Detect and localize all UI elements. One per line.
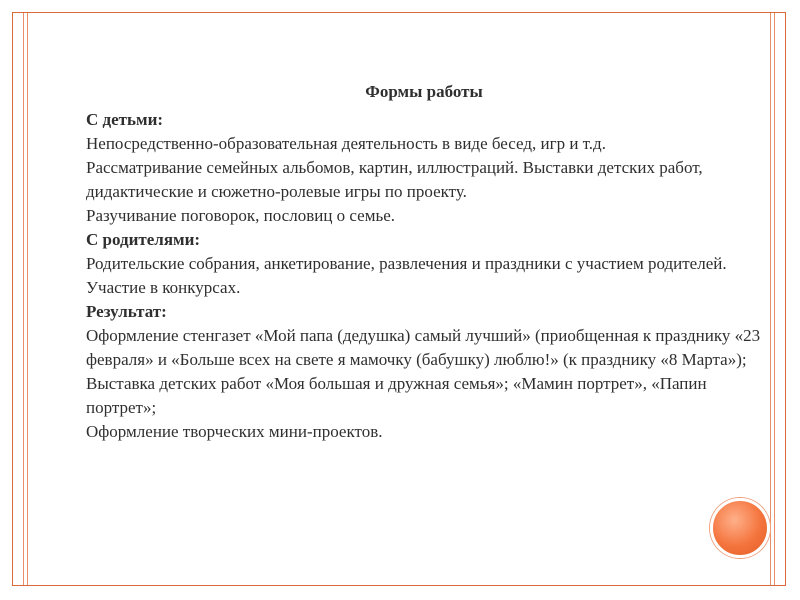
slide-title: Формы работы	[365, 82, 483, 101]
result-paragraph-1: Оформление стенгазет «Мой папа (дедушка) самый лучший» (приобщенная к празднику «23 февраля» и «Больше всех на свете я мамочку (бабушку) люблю!» (к празднику «8 Марта»);	[86, 326, 761, 369]
result-paragraph-3: Оформление творческих мини-проектов.	[86, 422, 383, 441]
parents-paragraph-1: Родительские собрания, анкетирование, развлечения и праздники с участием родителей. Участие в конкурсах.	[86, 254, 727, 297]
frame-right-line-outer	[774, 13, 775, 585]
frame-left-line-inner	[27, 13, 28, 585]
result-paragraph-2: Выставка детских работ «Моя большая и дружная семья»; «Мамин портрет», «Папин портрет»;	[86, 374, 707, 417]
children-paragraph-3: Разучивание поговорок, пословиц о семье.	[86, 206, 396, 225]
frame-left-line-outer	[23, 13, 24, 585]
section-heading-result: Результат:	[86, 302, 167, 321]
frame-right-line-inner	[770, 13, 771, 585]
section-heading-parents: С родителями:	[86, 230, 201, 249]
children-paragraph-1: Непосредственно-образовательная деятельность в виде бесед, игр и т.д.	[86, 134, 606, 153]
section-heading-children: С детьми:	[86, 110, 164, 129]
decorative-circle-icon	[710, 498, 770, 558]
slide-content	[86, 80, 762, 444]
children-paragraph-2: Рассматривание семейных альбомов, картин, иллюстраций. Выставки детских работ, дидактические и сюжетно-ролевые игры по проекту.	[86, 158, 703, 201]
